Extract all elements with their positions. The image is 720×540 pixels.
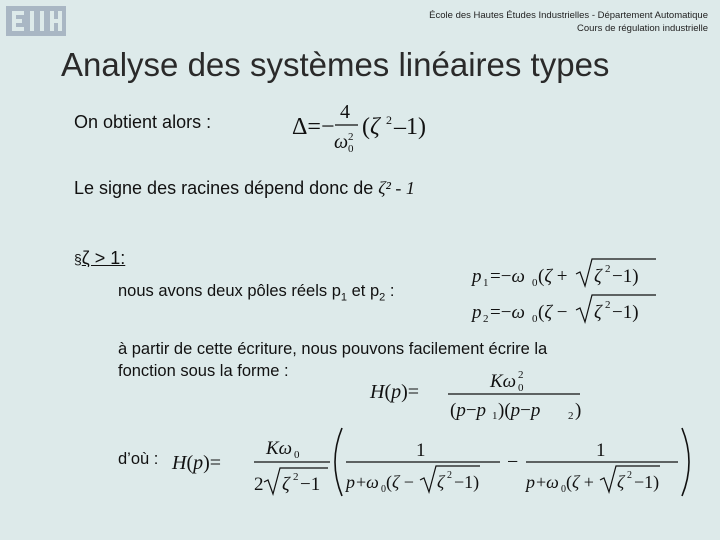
- svg-text:+ω: +ω: [356, 472, 379, 492]
- svg-text:2: 2: [386, 113, 392, 127]
- svg-text:2: 2: [568, 410, 574, 420]
- svg-text:(ζ −: (ζ −: [386, 472, 414, 492]
- svg-text:2: 2: [293, 471, 299, 483]
- svg-text:−1): −1): [634, 472, 660, 492]
- bullet-item: [74, 248, 125, 269]
- svg-text:0: 0: [348, 143, 354, 155]
- bullet-condition: ζ > 1:: [81, 248, 126, 268]
- svg-text:0: 0: [381, 484, 386, 495]
- delta-equation: [290, 98, 450, 158]
- svg-text:(ζ +: (ζ +: [538, 266, 568, 287]
- svg-text:1: 1: [416, 440, 426, 461]
- svg-text:p: p: [526, 472, 535, 492]
- svg-text:ζ: ζ: [594, 266, 602, 287]
- svg-text:0: 0: [532, 313, 538, 325]
- svg-text:(p−p: (p−p: [450, 400, 487, 420]
- svg-text:(ζ −: (ζ −: [538, 302, 568, 323]
- svg-text:+ω: +ω: [536, 472, 559, 492]
- svg-text:1: 1: [483, 277, 489, 289]
- sign-text: [74, 178, 415, 199]
- svg-text:H(p)=: H(p)=: [172, 452, 222, 474]
- svg-text:–1): –1): [394, 114, 426, 140]
- svg-text:2: 2: [627, 470, 632, 481]
- header-course: Cours de régulation industrielle: [577, 23, 708, 34]
- svg-text:2: 2: [348, 131, 354, 143]
- svg-text:4: 4: [340, 101, 350, 123]
- svg-text:0: 0: [561, 484, 566, 495]
- svg-text:ζ: ζ: [594, 302, 602, 323]
- svg-text:): ): [575, 400, 582, 420]
- svg-text:−1): −1): [612, 302, 639, 323]
- svg-text:2: 2: [447, 470, 452, 481]
- svg-text:H(p)=: H(p)=: [370, 381, 420, 403]
- svg-text:Kω: Kω: [266, 438, 293, 459]
- decomposition-equation: [170, 424, 715, 500]
- svg-text:0: 0: [532, 277, 538, 289]
- svg-text:2: 2: [483, 313, 489, 325]
- svg-text:Δ=−: Δ=−: [292, 114, 335, 140]
- svg-text:−1): −1): [612, 266, 639, 287]
- svg-text:−: −: [507, 451, 519, 473]
- zeta-expression: ζ² - 1: [378, 178, 415, 198]
- svg-text:ζ: ζ: [282, 474, 290, 495]
- svg-text:2: 2: [518, 369, 524, 381]
- transfer-function-equation: [368, 366, 588, 420]
- poles-text: nous avons deux pôles réels $p_1$ et $p_2$ :: [118, 282, 395, 304]
- svg-text:−1: −1: [300, 474, 321, 495]
- bullet-marker: §: [74, 251, 82, 267]
- svg-text:p: p: [472, 302, 482, 323]
- form-text-line2: fonction sous la forme :: [118, 362, 289, 380]
- course-header: [429, 9, 708, 35]
- svg-text:2: 2: [254, 474, 264, 495]
- school-logo: [6, 6, 66, 36]
- svg-text:(ζ: (ζ: [362, 114, 380, 140]
- svg-text:0: 0: [294, 449, 300, 461]
- svg-text:ω: ω: [334, 131, 349, 153]
- svg-text:1: 1: [492, 410, 498, 420]
- svg-text:2: 2: [605, 299, 611, 311]
- poles-equations: [470, 256, 670, 330]
- svg-text:=−ω: =−ω: [490, 266, 525, 287]
- svg-text:0: 0: [518, 382, 524, 394]
- therefore-label: d’où :: [118, 450, 159, 468]
- intro-text: On obtient alors :: [74, 112, 212, 132]
- svg-text:−1): −1): [454, 472, 480, 492]
- svg-text:ζ: ζ: [437, 472, 445, 492]
- svg-text:1: 1: [596, 440, 606, 461]
- sign-label: Le signe des racines dépend donc de: [74, 178, 379, 198]
- form-text-line1: à partir de cette écriture, nous pouvons facilement écrire la: [118, 340, 548, 358]
- svg-text:p: p: [346, 472, 355, 492]
- svg-text:Kω: Kω: [490, 371, 517, 392]
- svg-text:=−ω: =−ω: [490, 302, 525, 323]
- svg-text:p: p: [472, 266, 482, 287]
- svg-text:ζ: ζ: [617, 472, 625, 492]
- svg-text:2: 2: [605, 263, 611, 275]
- svg-text:(ζ +: (ζ +: [566, 472, 594, 492]
- slide-title: Analyse des systèmes linéaires types: [61, 46, 610, 83]
- svg-text:)(p−p: )(p−p: [498, 400, 541, 420]
- header-school: École des Hautes Études Industrielles - Département Automatique: [429, 10, 708, 21]
